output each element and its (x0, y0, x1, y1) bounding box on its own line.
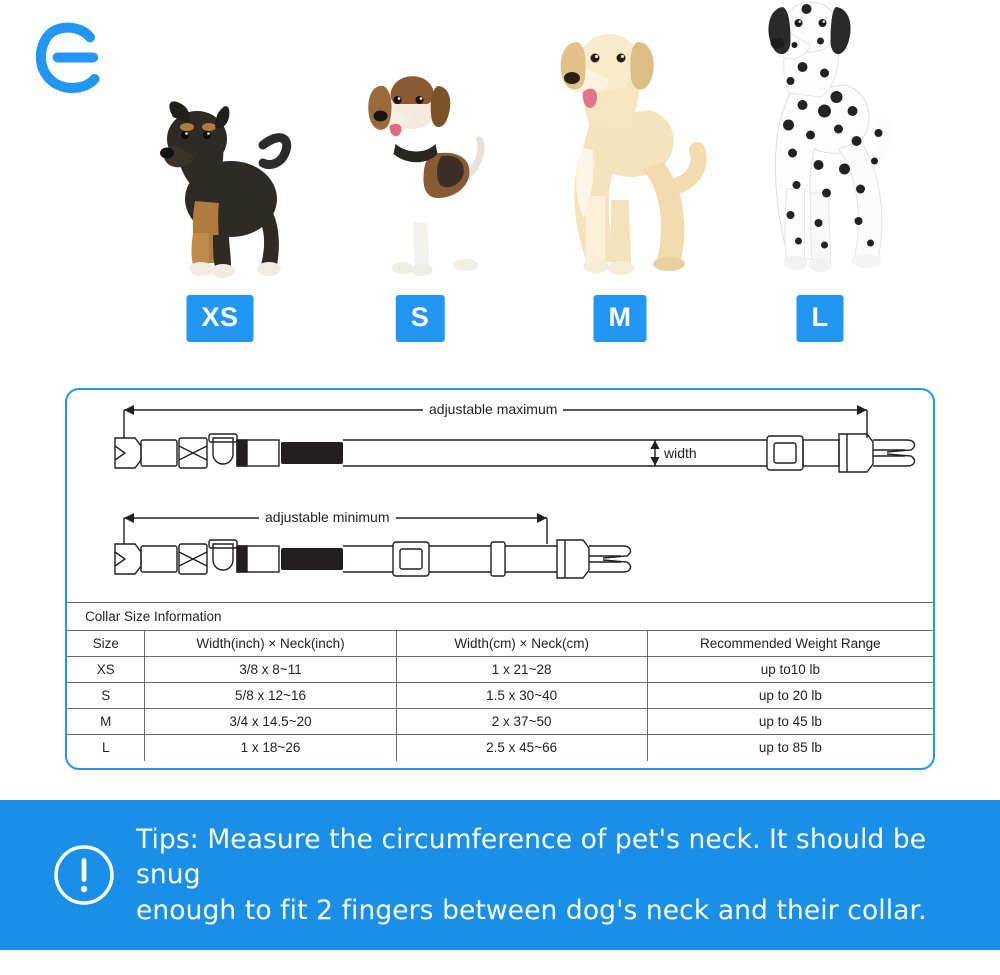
table-caption: Collar Size Information (67, 603, 933, 631)
dog-size-row (120, 0, 980, 350)
table-row (67, 657, 933, 683)
table-caption-row (67, 603, 933, 631)
table-row (67, 683, 933, 709)
size-badge-l: L (797, 295, 844, 342)
beagle-image (338, 58, 503, 288)
dog-size-cell-s (320, 0, 520, 350)
cell-cm: 1 x 21~28 (396, 657, 647, 683)
cell-cm: 1.5 x 30~40 (396, 683, 647, 709)
cell-size: M (67, 709, 145, 735)
dog-size-cell-m (520, 0, 720, 350)
dog-size-cell-xs (120, 0, 320, 350)
svg-text:PET: PET (307, 457, 317, 462)
cell-weight: up to 45 lb (647, 709, 933, 735)
cell-weight: up to 85 lb (647, 735, 933, 761)
collar-size-table-wrap (67, 602, 933, 768)
dalmatian-image (733, 0, 908, 288)
collar-diagram-panel (65, 388, 935, 770)
collar-diagram (67, 390, 933, 600)
header-inch: Width(inch) × Neck(inch) (145, 631, 396, 657)
collar-size-table (67, 602, 933, 761)
header-size: Size (67, 631, 145, 657)
tips-line-1: Tips: Measure the circumference of pet's neck. It should be snug (136, 823, 927, 891)
adjustable-maximum-label: adjustable maximum (423, 401, 563, 417)
header-weight: Recommended Weight Range (647, 631, 933, 657)
cell-cm: 2.5 x 45~66 (396, 735, 647, 761)
header-cm: Width(cm) × Neck(cm) (396, 631, 647, 657)
cell-inch: 1 x 18~26 (145, 735, 396, 761)
table-row (67, 735, 933, 761)
svg-text:blueberry: blueberry (294, 552, 330, 562)
tips-banner (0, 800, 1000, 950)
cell-inch: 5/8 x 12~16 (145, 683, 396, 709)
cell-size: L (67, 735, 145, 761)
adjustable-minimum-label: adjustable minimum (259, 509, 396, 525)
cell-size: S (67, 683, 145, 709)
collar-technical-drawing (67, 390, 933, 600)
width-label: width (664, 445, 697, 461)
cell-size: XS (67, 657, 145, 683)
svg-text:blueberry: blueberry (294, 446, 330, 456)
size-badge-m: M (594, 295, 647, 342)
cell-inch: 3/8 x 8~11 (145, 657, 396, 683)
tips-line-2: enough to fit 2 fingers between dog's neck and their collar. (136, 894, 927, 926)
cell-weight: up to 20 lb (647, 683, 933, 709)
cell-inch: 3/4 x 14.5~20 (145, 709, 396, 735)
golden-retriever-image (525, 18, 715, 288)
puppy-mixed-breed-image (135, 83, 305, 288)
svg-text:PET: PET (307, 563, 317, 568)
cell-weight: up to10 lb (647, 657, 933, 683)
blueberry-pet-logo-icon (34, 22, 112, 96)
cell-cm: 2 x 37~50 (396, 709, 647, 735)
size-badge-s: S (396, 295, 445, 342)
exclamation-circle-icon (52, 843, 116, 907)
table-row (67, 709, 933, 735)
dog-size-cell-l (720, 0, 920, 350)
table-header-row (67, 631, 933, 657)
tips-text (136, 822, 964, 929)
size-badge-xs: XS (186, 295, 253, 342)
